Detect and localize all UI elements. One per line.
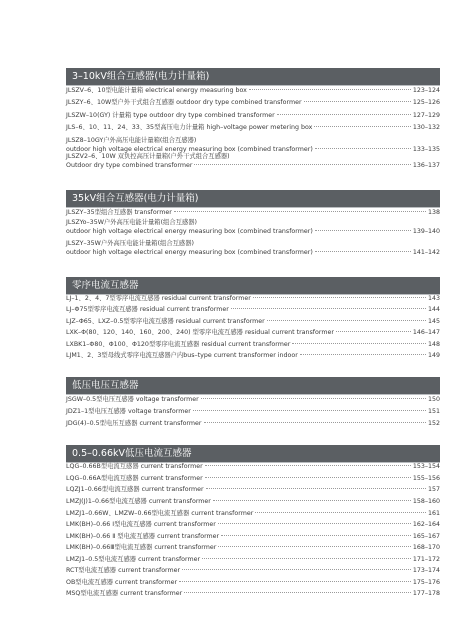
toc-entry[interactable]: [66, 555, 440, 564]
page-number: 158–160: [412, 498, 440, 505]
toc-entry[interactable]: [66, 474, 440, 483]
toc-entry-title: JLSZY–35型组合互感器 transformer: [66, 209, 172, 216]
toc-entry-title: LMZJ1–0.5型电流互感器 current transformer: [66, 556, 201, 563]
page-number: 151: [427, 408, 440, 415]
toc-entry-title: outdoor high voltage electrical energy measuring box (combined transformer): [66, 228, 313, 235]
page-number: 127–129: [412, 112, 440, 119]
dot-leader: [218, 546, 410, 547]
toc-entry-title: LQG–0.66B型电流互感器 current transformer: [66, 463, 203, 470]
dot-leader: [213, 500, 411, 501]
dot-leader: [184, 592, 411, 593]
toc-entry-title: LMK(BH)–0.66 Ⅱ 型电流互感器 current transformer: [66, 533, 220, 540]
toc-entry-title: JLSZY–6、10W型户外干式组合互感器 outdoor dry type combined transformer: [66, 99, 302, 106]
toc-entry-title: JLSZV–6、10型电能计量箱 electrical energy measuring box: [66, 87, 247, 94]
toc-entry-title: JDG(4)–0.5型电压互感器 current transformer: [66, 420, 202, 427]
page-number: 177–178: [412, 590, 440, 597]
toc-entry[interactable]: [66, 520, 440, 529]
toc-entry[interactable]: [66, 462, 440, 471]
dot-leader: [182, 569, 411, 570]
toc-entry[interactable]: [66, 340, 440, 349]
dot-leader: [336, 331, 411, 332]
dot-leader: [205, 465, 411, 466]
toc-entry-title: JLSZYo–35W户外高压电能计量箱(组合互感器): [66, 219, 197, 226]
page-number: 145: [427, 318, 440, 325]
dot-leader: [206, 488, 426, 489]
toc-entry[interactable]: [66, 566, 440, 575]
dot-leader: [314, 126, 410, 127]
dot-leader: [205, 477, 411, 478]
toc-entry-title: LJ–Φ75型零序电流互感器 residual current transformer: [66, 306, 229, 313]
toc-entry-title: Outdoor dry type combined transformer: [66, 162, 193, 169]
dot-leader: [194, 164, 410, 165]
toc-entry[interactable]: [66, 578, 440, 587]
section-header: 3–10kV组合互感器(电力计量箱): [66, 68, 440, 85]
toc-entry-title: MSQ型电流互感器 current transformer: [66, 590, 183, 597]
toc-entry-title: outdoor high voltage electrical energy measuring box (combined transformer): [66, 249, 313, 256]
toc-entry-title: JDZ1–1型电压互感器 voltage transformer: [66, 408, 191, 415]
toc-entry[interactable]: [66, 485, 440, 494]
page-number: 138: [427, 209, 440, 216]
page-number: 150: [427, 396, 440, 403]
dot-leader: [221, 535, 411, 536]
page-number: 123–124: [412, 87, 440, 94]
toc-entry[interactable]: [66, 395, 440, 404]
page-number: 173–174: [412, 567, 440, 574]
toc-entry[interactable]: [66, 543, 440, 552]
toc-entry-title: JLSZY–35W户外高压电能计量箱(组合互感器): [66, 240, 194, 247]
dot-leader: [292, 343, 426, 344]
section-header: 低压电压互感器: [66, 377, 440, 394]
page-number: 157: [427, 486, 440, 493]
toc-entry-title: JSGW–0.5型电压互感器 voltage transformer: [66, 396, 199, 403]
dot-leader: [255, 512, 426, 513]
page-number: 139–140: [412, 228, 440, 235]
toc-entry[interactable]: [66, 589, 440, 598]
toc-entry-title: OB型电流互感器 current transformer: [66, 579, 178, 586]
page-number: 130–132: [412, 124, 440, 131]
toc-entry[interactable]: [66, 317, 440, 326]
toc-entry-title: LXBK1–Φ80、Φ100、Φ120型零序电流互感器 residual current transformer: [66, 341, 291, 348]
toc-entry[interactable]: [66, 239, 440, 257]
dot-leader: [201, 398, 426, 399]
toc-entry-title: JLSZV2–6、10W 双负控高压计量箱(户外干式组合互感器): [66, 153, 230, 160]
page-number: 141–142: [412, 249, 440, 256]
page-number: 149: [427, 352, 440, 359]
toc-entry-title: LJ–1、2、4、7型零序电流互感器 residual current transformer: [66, 295, 251, 302]
toc-entry[interactable]: [66, 123, 440, 132]
page-number: 153–154: [412, 463, 440, 470]
toc-entry-title: LMK(BH)–0.66 Ⅰ型电流互感器 current transformer: [66, 521, 216, 528]
page-number: 165–167: [412, 533, 440, 540]
dot-leader: [202, 558, 411, 559]
toc-entry[interactable]: [66, 497, 440, 506]
toc-entry-title: LXK–Φ(80、120、140、160、200、240) 型零序电流互感器 residual current transformer: [66, 329, 334, 336]
section-header: 35kV组合互感器(电力计量箱): [66, 190, 440, 207]
dot-leader: [231, 308, 426, 309]
toc-entry[interactable]: [66, 111, 440, 120]
toc-entry-title: LJM1、2、3型母线式零序电流互感器户内bus–type current transformer indoor: [66, 352, 298, 359]
toc-entry-title: LMK(BH)–0.66Ⅲ型电流互感器 current transformer: [66, 544, 217, 551]
toc-entry-title: LJZ–Φ65、LXZ–0.5型零序电流互感器 residual current transformer: [66, 318, 265, 325]
dot-leader: [315, 251, 411, 252]
page-number: 133–135: [412, 146, 440, 153]
toc-entry[interactable]: [66, 328, 440, 337]
page-number: 148: [427, 341, 440, 348]
page-number: 162–164: [412, 521, 440, 528]
page-number: 143: [427, 295, 440, 302]
page-number: 175–176: [412, 579, 440, 586]
page-number: 152: [427, 420, 440, 427]
toc-entry-title: LMZJ1–0.66W、LMZW–0.66型电流互感器 current transformer: [66, 510, 254, 517]
dot-leader: [179, 581, 411, 582]
dot-leader: [193, 410, 426, 411]
section-header: 零序电流互感器: [66, 277, 440, 294]
toc-entry[interactable]: [66, 419, 440, 428]
toc-entry[interactable]: [66, 86, 440, 95]
toc-entry[interactable]: [66, 208, 440, 217]
dot-leader: [204, 422, 426, 423]
toc-entry[interactable]: [66, 351, 440, 360]
page-number: 125–126: [412, 99, 440, 106]
page-number: 161: [427, 510, 440, 517]
toc-entry[interactable]: [66, 532, 440, 541]
dot-leader: [174, 211, 426, 212]
dot-leader: [277, 114, 411, 115]
toc-entry[interactable]: [66, 152, 440, 170]
toc-entry-title: JLSZW–10(GY) 计量箱 type outdoor dry type combined transformer: [66, 112, 275, 119]
toc-entry[interactable]: [66, 407, 440, 416]
section-header: 0.5–0.66kV低压电流互感器: [66, 445, 440, 462]
page-number: 168–170: [412, 544, 440, 551]
page-number: 146–147: [412, 329, 440, 336]
toc-entry[interactable]: [66, 294, 440, 303]
dot-leader: [218, 523, 411, 524]
toc-entry-title: RCT型电流互感器 current transformer: [66, 567, 181, 574]
page-number: 171–172: [412, 556, 440, 563]
dot-leader: [253, 297, 426, 298]
toc-entry[interactable]: [66, 218, 440, 236]
toc-entry-title: JLS–6、10、11、24、33、35型高压电力计量箱 high–voltage power metering box: [66, 124, 313, 131]
toc-entry-title: LQG–0.66A型电流互感器 current transformer: [66, 475, 203, 482]
dot-leader: [315, 230, 411, 231]
dot-leader: [304, 101, 411, 102]
toc-entry-title: LQZJ1–0.66型电流互感器 current transformer: [66, 486, 204, 493]
page-number: 155–156: [412, 475, 440, 482]
toc-entry[interactable]: [66, 305, 440, 314]
dot-leader: [249, 89, 411, 90]
toc-entry[interactable]: [66, 509, 440, 518]
toc-entry[interactable]: [66, 98, 440, 107]
dot-leader: [300, 354, 426, 355]
toc-entry-title: LMZJ(J)1–0.66型电流互感器 current transformer: [66, 498, 211, 505]
toc-entry-title: outdoor high voltage electrical energy measuring box (combined transformer): [66, 146, 313, 153]
page-number: 136–137: [412, 162, 440, 169]
toc-entry-title: JLSZ8–10GY户外高压电能计量箱(组合互感器): [66, 137, 197, 144]
page-number: 144: [427, 306, 440, 313]
dot-leader: [267, 320, 426, 321]
dot-leader: [315, 148, 411, 149]
